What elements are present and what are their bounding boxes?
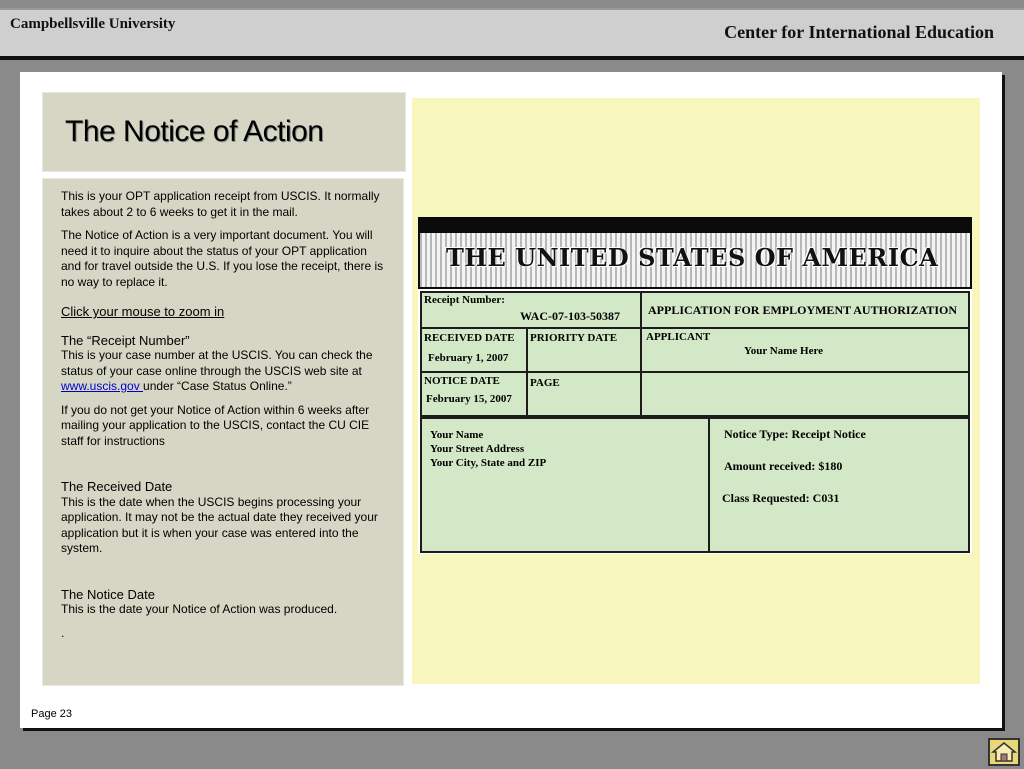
- address-name: Your Name: [430, 429, 484, 441]
- notice-of-action-image[interactable]: [418, 217, 972, 554]
- university-name: Campbellsville University: [10, 16, 176, 32]
- trailing-dot: .: [61, 625, 65, 640]
- priority-date-label: PRIORITY DATE: [530, 332, 618, 344]
- zoom-link[interactable]: Click your mouse to zoom in: [61, 304, 225, 319]
- receipt-number-label: Receipt Number:: [424, 294, 505, 306]
- notice-date-cell: [420, 371, 528, 417]
- notice-details-cell: [708, 417, 970, 553]
- notice-date-label: NOTICE DATE: [424, 375, 500, 387]
- address-street: Your Street Address: [430, 443, 525, 455]
- receipt-heading: The “Receipt Number”: [61, 332, 190, 348]
- address-city: Your City, State and ZIP: [430, 457, 547, 469]
- application-type: APPLICATION FOR EMPLOYMENT AUTHORIZATION: [648, 303, 958, 317]
- applicant-cell: [640, 327, 970, 373]
- center-name: Center for International Education: [724, 22, 994, 42]
- notice-date-heading: The Notice Date: [61, 586, 155, 602]
- intro-paragraph: This is your OPT application receipt from USCIS. It normally takes about 2 to 6 weeks to get it in the mail.: [61, 189, 380, 219]
- received-heading: The Received Date: [61, 479, 173, 494]
- notice-date-text: This is the date your Notice of Action was produced.: [61, 602, 338, 616]
- received-date-value: February 1, 2007: [428, 352, 509, 364]
- page-title: The Notice of Action: [65, 115, 324, 148]
- home-icon: [990, 740, 1018, 764]
- received-date-label: RECEIVED DATE: [424, 332, 515, 344]
- received-date-cell: [420, 327, 528, 373]
- applicant-name: Your Name Here: [744, 345, 824, 357]
- page-cell: [526, 371, 642, 417]
- receipt-text-a: This is your case number at the USCIS. You can check the status of your case online through the USCIS web site at: [61, 348, 373, 378]
- class-requested: Class Requested: C031: [722, 491, 840, 505]
- missing-notice-paragraph: If you do not get your Notice of Action within 6 weeks after mailing your application to the USCIS, contact the CU CIE staff for instructions: [61, 402, 370, 448]
- notice-date-value: February 15, 2007: [426, 393, 512, 405]
- received-text: This is the date when the USCIS begins processing your application. It may not be the actual date they received your application but it is when your case was entered into the system.: [61, 494, 378, 555]
- page-number: Page 23: [31, 708, 72, 720]
- home-button[interactable]: [988, 738, 1020, 766]
- notice-type: Notice Type: Receipt Notice: [724, 427, 866, 441]
- title-box: [42, 92, 406, 172]
- description-panel: [42, 178, 404, 686]
- address-cell: [420, 417, 710, 553]
- priority-date-cell: [526, 327, 642, 373]
- page-label: PAGE: [530, 377, 560, 389]
- top-header-bar: [0, 8, 1024, 60]
- receipt-number-value: WAC-07-103-50387: [520, 309, 620, 323]
- blank-cell: [640, 371, 970, 417]
- applicant-label: APPLICANT: [646, 331, 711, 343]
- application-type-cell: [640, 291, 970, 329]
- importance-paragraph: The Notice of Action is a very important document. You will need it to inquire about the status of your OPT application and for travel outside the U.S. If you lose the receipt, there is no way to replace it.: [61, 228, 384, 289]
- banner-title: THE UNITED STATES OF AMERICA: [446, 243, 939, 272]
- uscis-link[interactable]: www.uscis.gov: [61, 379, 144, 393]
- amount-received: Amount received: $180: [724, 459, 843, 473]
- notice-banner: [418, 217, 972, 289]
- receipt-text-b: under “Case Status Online.”: [143, 379, 292, 393]
- receipt-number-cell: [420, 291, 642, 329]
